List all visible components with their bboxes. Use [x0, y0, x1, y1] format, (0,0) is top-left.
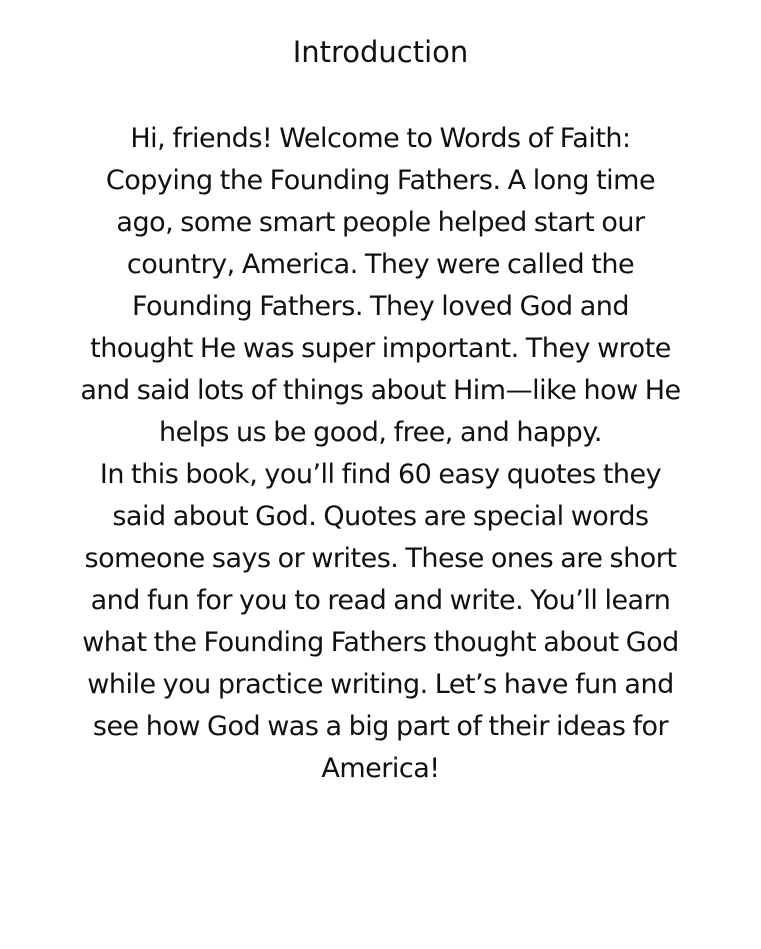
paragraph-quotes: In this book, you’ll find 60 easy quotes they said about God. Quotes are special words someone says or writes. These ones are short and fun for you to read and write. You’ll learn what the Founding Fathers thought about God while you practice writing. Let’s have fun and see how God was a big part of their ideas for America!	[82, 459, 679, 784]
paragraph-welcome: Hi, friends! Welcome to Words of Faith: Copying the Founding Fathers. A long time ago, some smart people helped start our country, America. They were called the Founding Fathers. They loved God and thought He was super important. They wrote and said lots of things about Him—like how He helps us be good, free, and happy.	[80, 123, 681, 448]
introduction-text	[80, 118, 681, 790]
page-title: Introduction	[292, 35, 469, 69]
